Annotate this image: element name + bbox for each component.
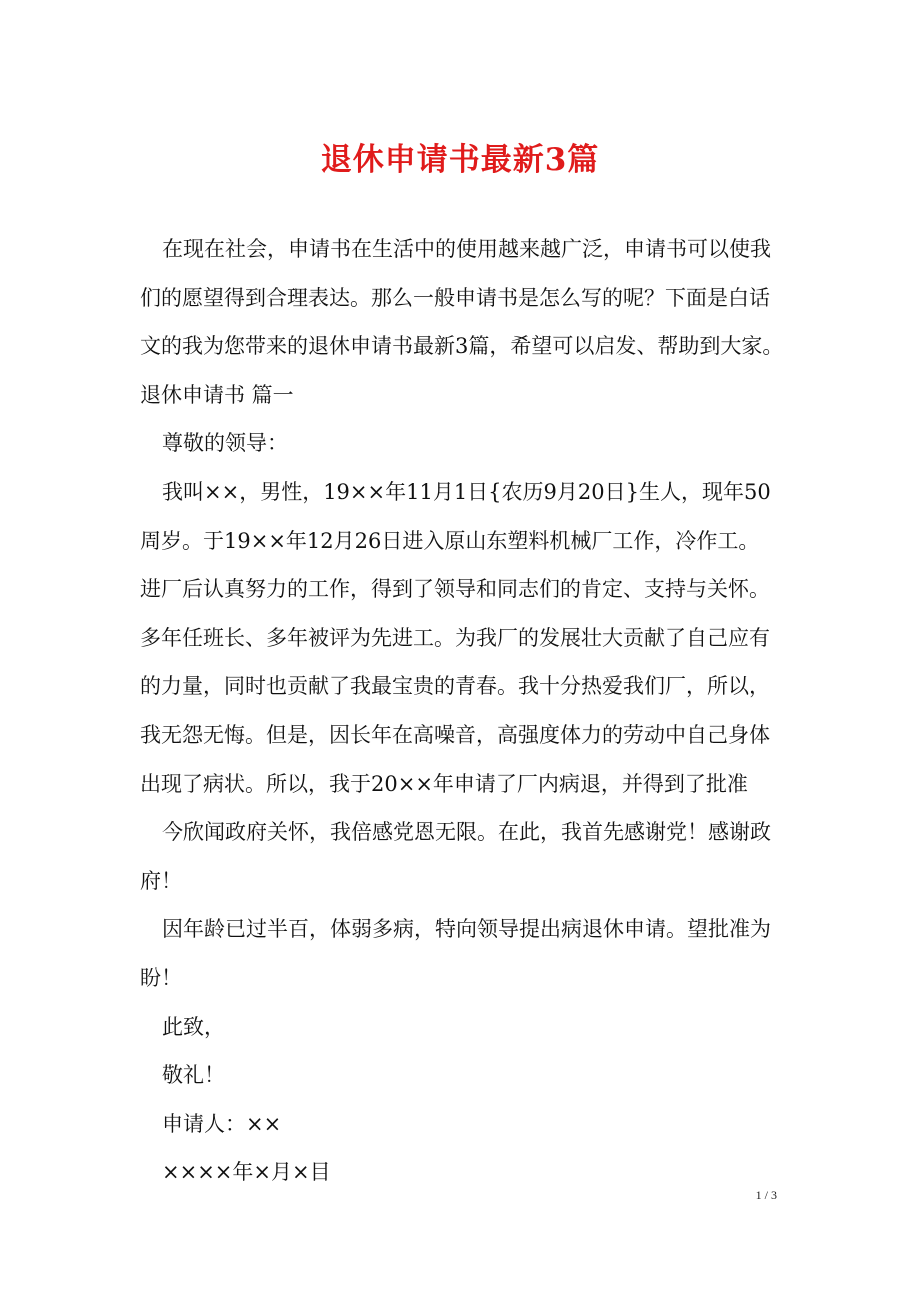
- paragraph-line: 们的愿望得到合理表达。那么一般申请书是怎么写的呢？下面是白话: [140, 285, 770, 310]
- paragraph-line: 府！: [140, 868, 182, 893]
- closing-line: 敬礼！: [162, 1063, 225, 1088]
- signature-line: 申请人：××: [162, 1111, 282, 1136]
- paragraph-line: 今欣闻政府关怀，我倍感党恩无限。在此，我首先感谢党！感谢政: [162, 820, 771, 845]
- paragraph-line: 我无怨无悔。但是，因长年在高噪音，高强度体力的劳动中自己身体: [140, 722, 770, 747]
- paragraph-line: 我叫××，男性，19××年11月1日{农历9月20日}生人，现年50: [162, 479, 771, 504]
- date-line: ××××年×月×目: [162, 1160, 331, 1185]
- section-heading: 退休申请书 篇一: [140, 382, 294, 407]
- paragraph-line: 进厂后认真努力的工作，得到了领导和同志们的肯定、支持与关怀。: [140, 577, 770, 602]
- paragraph-line: 出现了病状。所以，我于20××年申请了厂内病退，并得到了批准: [140, 771, 748, 796]
- paragraph-line: 多年任班长、多年被评为先进工。为我厂的发展壮大贡献了自己应有: [140, 625, 770, 650]
- paragraph-line: 在现在社会，申请书在生活中的使用越来越广泛，申请书可以使我: [162, 237, 771, 261]
- page-number: 1 / 3: [755, 1188, 777, 1202]
- salutation: 尊敬的领导：: [162, 431, 288, 456]
- paragraph-line: 周岁。于19××年12月26日进入原山东塑料机械厂工作，冷作工。: [140, 528, 760, 553]
- document-title: 退休申请书最新3篇: [320, 142, 600, 178]
- paragraph-line: 的力量，同时也贡献了我最宝贵的青春。我十分热爱我们厂，所以，: [140, 674, 770, 699]
- closing-line: 此致，: [162, 1014, 225, 1039]
- paragraph-line: 因年龄已过半百，体弱多病，特向领导提出病退休申请。望批准为: [162, 917, 771, 942]
- document-body: [140, 225, 790, 1197]
- paragraph-line: 盼！: [140, 965, 182, 990]
- paragraph-line: 文的我为您带来的退休申请书最新3篇，希望可以启发、帮助到大家。: [140, 334, 784, 359]
